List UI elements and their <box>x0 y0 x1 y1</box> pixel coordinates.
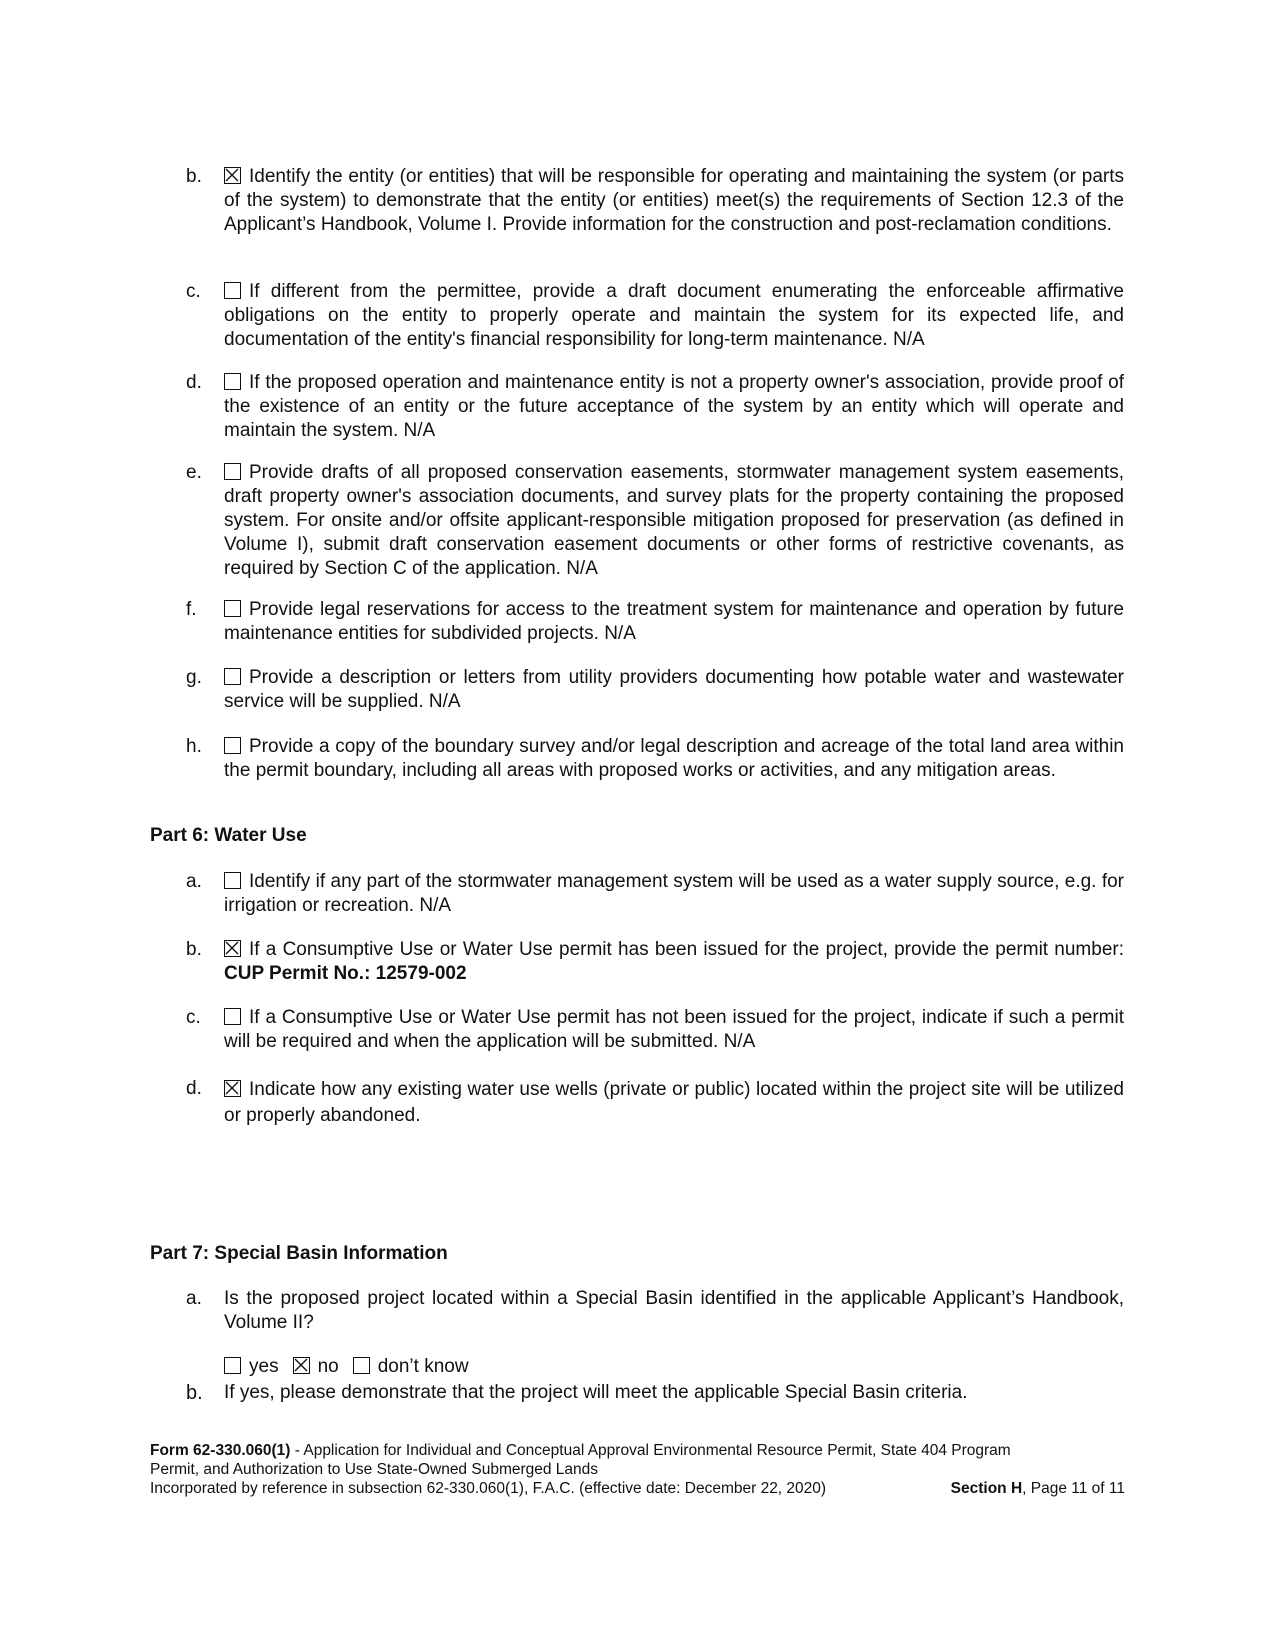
item-letter: b. <box>186 166 202 187</box>
checkbox-checked[interactable] <box>293 1357 310 1374</box>
footer <box>150 1441 1125 1498</box>
choice-label: yes <box>249 1356 279 1377</box>
item-text: Provide legal reservations for access to the treatment system for maintenance and operation by future maintenance entities for subdivided projects. N/A <box>224 599 1124 644</box>
checkbox-unchecked[interactable] <box>224 373 241 390</box>
page-number: , Page 11 of 11 <box>1022 1480 1125 1497</box>
item-body <box>224 666 1124 714</box>
item-letter: c. <box>186 1007 201 1028</box>
checkbox-unchecked[interactable] <box>224 282 241 299</box>
item-text: If the proposed operation and maintenance entity is not a property owner's association, provide proof of the existence of an entity or the future acceptance of the system by an entity which will operate and maintain the system. N/A <box>224 372 1124 441</box>
item-text: If a Consumptive Use or Water Use permit has been issued for the project, provide the permit number: <box>249 939 1124 960</box>
item-body <box>224 280 1124 352</box>
item-body: If yes, please demonstrate that the project will meet the applicable Special Basin criteria. <box>224 1382 968 1403</box>
item-text: Indicate how any existing water use wells (private or public) located within the project site will be utilized or properly abandoned. <box>224 1079 1124 1126</box>
part6-heading: Part 6: Water Use <box>150 825 307 846</box>
item-letter: h. <box>186 736 202 757</box>
checkbox-checked[interactable] <box>224 940 241 957</box>
checkbox-unchecked[interactable] <box>224 1008 241 1025</box>
choice-label: don’t know <box>377 1356 469 1377</box>
choice-yes[interactable] <box>224 1355 279 1379</box>
item-body <box>224 165 1124 237</box>
footer-line-2: Permit, and Authorization to Use State-Owned Submerged Lands <box>150 1461 599 1478</box>
checkbox-unchecked[interactable] <box>224 1357 241 1374</box>
item-body <box>224 598 1124 646</box>
item-body <box>224 938 1124 986</box>
footer-line-1 <box>150 1441 1125 1460</box>
item-body <box>224 371 1124 443</box>
item-text: If different from the permittee, provide a draft document enumerating the enforceable affirmative obligations on the entity to properly operate and maintain the system for its expected life, and documentation of the entity's financial responsibility for long-term maintenance. N/A <box>224 281 1124 350</box>
checkbox-unchecked[interactable] <box>224 600 241 617</box>
choice-no[interactable] <box>293 1355 339 1379</box>
checkbox-unchecked[interactable] <box>224 737 241 754</box>
checkbox-unchecked[interactable] <box>224 668 241 685</box>
item-letter: f. <box>186 599 197 620</box>
item-letter: b. <box>186 939 202 960</box>
item-body: Is the proposed project located within a Special Basin identified in the applicable Applicant’s Handbook, Volume II? <box>224 1288 1124 1333</box>
item-text: Provide a copy of the boundary survey and/or legal description and acreage of the total land area within the permit boundary, including all areas with proposed works or activities, and any mitigation areas. <box>224 736 1124 781</box>
item-body <box>224 870 1124 918</box>
section-label: Section H <box>950 1480 1023 1497</box>
item-text: Provide drafts of all proposed conservation easements, stormwater management system easements, draft property owner's association documents, and survey plats for the property containing the proposed system. For onsite and/or offsite applicant-responsible mitigation proposed for preservation (as defined in Volume I), submit draft conservation easement documents or other forms of restrictive covenants, as required by Section C of the application. N/A <box>224 462 1124 579</box>
form-title: - Application for Individual and Conceptual Approval Environmental Resource Permit, State 404 Program <box>290 1442 1011 1459</box>
item-body <box>224 1006 1124 1054</box>
item-letter: b. <box>186 1382 203 1404</box>
item-letter: d. <box>186 1078 202 1099</box>
choices-row <box>224 1355 1124 1379</box>
page-label <box>951 1479 1125 1498</box>
item-body <box>224 461 1124 581</box>
item-letter: e. <box>186 462 202 483</box>
item-letter: a. <box>186 871 202 892</box>
item-body <box>224 735 1124 783</box>
item-text: Identify the entity (or entities) that will be responsible for operating and maintaining the system (or parts of the system) to demonstrate that the entity (or entities) meet(s) the requirements of Section 12.3 of the Applicant’s Handbook, Volume I. Provide information for the construction and post-reclamation conditions. <box>224 166 1124 235</box>
item-text: Provide a description or letters from utility providers documenting how potable water and wastewater service will be supplied. N/A <box>224 667 1124 712</box>
checkbox-unchecked[interactable] <box>353 1357 370 1374</box>
checkbox-unchecked[interactable] <box>224 872 241 889</box>
choice-label: no <box>317 1356 339 1377</box>
incorporated-text: Incorporated by reference in subsection 62-330.060(1), F.A.C. (effective date: December 22, 2020) <box>150 1480 827 1497</box>
checkbox-checked[interactable] <box>224 167 241 184</box>
permit-number: CUP Permit No.: 12579-002 <box>224 963 467 984</box>
part7-heading: Part 7: Special Basin Information <box>150 1243 448 1264</box>
footer-line-3 <box>150 1479 1125 1498</box>
item-letter: c. <box>186 281 201 302</box>
checkbox-checked[interactable] <box>224 1080 241 1097</box>
form-id: Form 62-330.060(1) <box>150 1442 291 1459</box>
checkbox-unchecked[interactable] <box>224 463 241 480</box>
item-text: If a Consumptive Use or Water Use permit has not been issued for the project, indicate if such a permit will be required and when the application will be submitted. N/A <box>224 1007 1124 1052</box>
choice-dont-know[interactable] <box>353 1355 469 1379</box>
item-letter: d. <box>186 372 202 393</box>
item-body <box>224 1077 1124 1129</box>
item-text: Identify if any part of the stormwater management system will be used as a water supply source, e.g. for irrigation or recreation. N/A <box>224 871 1124 916</box>
item-letter: a. <box>186 1288 202 1309</box>
item-letter: g. <box>186 667 202 688</box>
